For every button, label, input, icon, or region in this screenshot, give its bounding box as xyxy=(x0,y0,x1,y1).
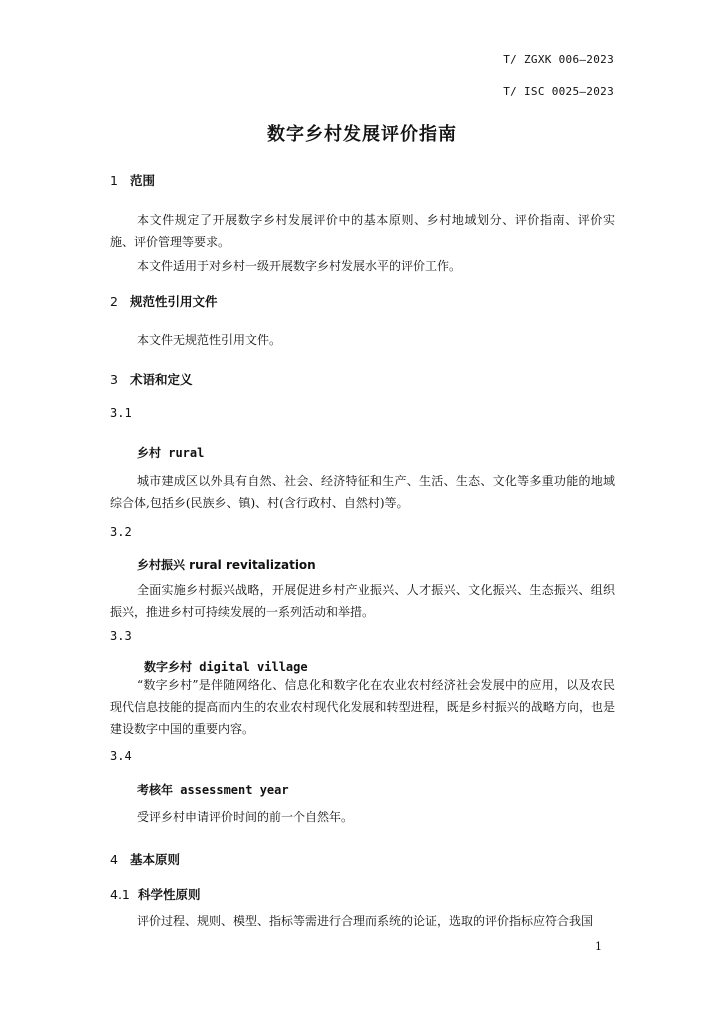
section-2-number: 2 xyxy=(110,294,118,309)
document-title: 数字乡村发展评价指南 xyxy=(267,124,457,145)
definition-3-2: 全面实施乡村振兴战略，开展促进乡村产业振兴、人才振兴、文化振兴、生态振兴、组织振兴，推进乡村可持续发展的一系列活动和举措。 xyxy=(110,583,615,619)
subsection-4-1-heading xyxy=(110,885,201,903)
section-3-heading xyxy=(110,370,193,388)
term-3-4: 考核年 assessment year xyxy=(137,783,289,797)
subsection-4-1-title: 科学性原则 xyxy=(138,887,201,902)
section-3-title: 术语和定义 xyxy=(130,372,193,387)
section-4-title: 基本原则 xyxy=(130,852,181,867)
section-1-number: 1 xyxy=(110,173,118,188)
section-2-title: 规范性引用文件 xyxy=(130,294,218,309)
term-3-1: 乡村 rural xyxy=(137,446,205,460)
definition-3-1: 城市建成区以外具有自然、社会、经济特征和生产、生活、生态、文化等多重功能的地域综合体,包括乡(民族乡、镇)、村(含行政村、自然村)等。 xyxy=(110,474,615,510)
section-4-heading xyxy=(110,850,180,868)
standard-code-2: T/ ISC 0025—2023 xyxy=(503,85,614,98)
section-1-title: 范围 xyxy=(130,173,156,188)
definition-3-3: “数字乡村”是伴随网络化、信息化和数字化在农业农村经济社会发展中的应用，以及农民现代信息技能的提高而内生的农业农村现代化发展和转型进程，既是乡村振兴的战略方向，也是建设数字中国的重要内容。 xyxy=(110,678,615,736)
page-number: 1 xyxy=(595,940,602,953)
subsection-4-1-number: 4.1 xyxy=(110,887,130,902)
clause-3-3-number: 3.3 xyxy=(110,629,132,643)
section-4-number: 4 xyxy=(110,852,118,867)
section-1-heading xyxy=(110,171,155,189)
term-3-2: 乡村振兴 rural revitalization xyxy=(137,558,316,572)
definition-3-4: 受评乡村申请评价时间的前一个自然年。 xyxy=(137,810,354,824)
standard-code-1: T/ ZGXK 006—2023 xyxy=(503,53,614,66)
subsection-4-1-paragraph: 评价过程、规则、模型、指标等需进行合理而系统的论证，选取的评价指标应符合我国 xyxy=(137,914,594,928)
section-2-heading xyxy=(110,292,218,310)
section-1-paragraph-2: 本文件适用于对乡村一级开展数字乡村发展水平的评价工作。 xyxy=(137,259,462,273)
section-3-number: 3 xyxy=(110,372,118,387)
clause-3-2-number: 3.2 xyxy=(110,525,132,539)
term-3-3: 数字乡村 digital village xyxy=(144,660,308,674)
clause-3-1-number: 3.1 xyxy=(110,406,132,420)
section-2-paragraph-1: 本文件无规范性引用文件。 xyxy=(137,333,282,347)
clause-3-4-number: 3.4 xyxy=(110,749,132,763)
section-1-paragraph-1: 本文件规定了开展数字乡村发展评价中的基本原则、乡村地域划分、评价指南、评价实施、评价管理等要求。 xyxy=(110,213,615,249)
